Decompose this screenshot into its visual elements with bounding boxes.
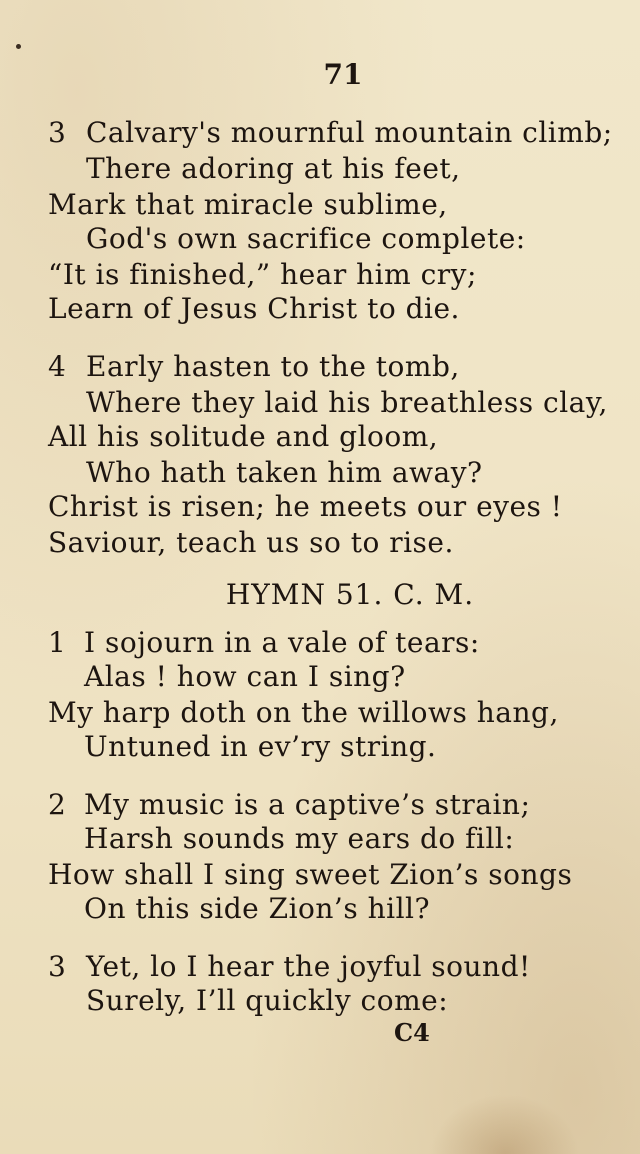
- verse-line: I sojourn in a vale of tears:: [84, 626, 480, 659]
- verse-line: Alas ! how can I sing?: [84, 660, 406, 693]
- verse-line: My music is a captive’s strain;: [84, 788, 531, 821]
- hymn-heading: HYMN 51. C. M.: [225, 578, 475, 611]
- stanza-number: 4: [48, 350, 67, 383]
- verse-line: Who hath taken him away?: [86, 456, 483, 489]
- page-stain: [430, 1094, 580, 1154]
- verse-line: All his solitude and gloom,: [48, 420, 439, 453]
- ink-speck: [16, 44, 21, 49]
- verse-line: Mark that miracle sublime,: [48, 188, 448, 221]
- verse-line: How shall I sing sweet Zion’s songs: [48, 858, 573, 891]
- signature-mark: C4: [394, 1018, 430, 1047]
- verse-line: God's own sacrifice complete:: [86, 222, 526, 255]
- verse-line: Harsh sounds my ears do fill:: [84, 822, 515, 855]
- verse-line: Surely, I’ll quickly come:: [86, 984, 449, 1017]
- stanza-number: 1: [48, 626, 67, 659]
- stanza-number: 2: [48, 788, 67, 821]
- verse-line: Yet, lo I hear the joyful sound!: [86, 950, 531, 983]
- stanza-number: 3: [48, 950, 67, 983]
- verse-line: On this side Zion’s hill?: [84, 892, 430, 925]
- verse-line: “It is finished,” hear him cry;: [48, 258, 477, 291]
- verse-line: Where they laid his breathless clay,: [86, 386, 608, 419]
- verse-line: Saviour, teach us so to rise.: [48, 526, 454, 559]
- verse-line: Christ is risen; he meets our eyes !: [48, 490, 563, 523]
- verse-line: Early hasten to the tomb,: [86, 350, 460, 383]
- page-number: 71: [323, 58, 363, 91]
- verse-line: Learn of Jesus Christ to die.: [48, 292, 460, 325]
- verse-line: Calvary's mournful mountain climb;: [86, 116, 613, 149]
- verse-line: My harp doth on the willows hang,: [48, 696, 559, 729]
- stanza-number: 3: [48, 116, 67, 149]
- verse-line: There adoring at his feet,: [86, 152, 461, 185]
- verse-line: Untuned in ev’ry string.: [84, 730, 437, 763]
